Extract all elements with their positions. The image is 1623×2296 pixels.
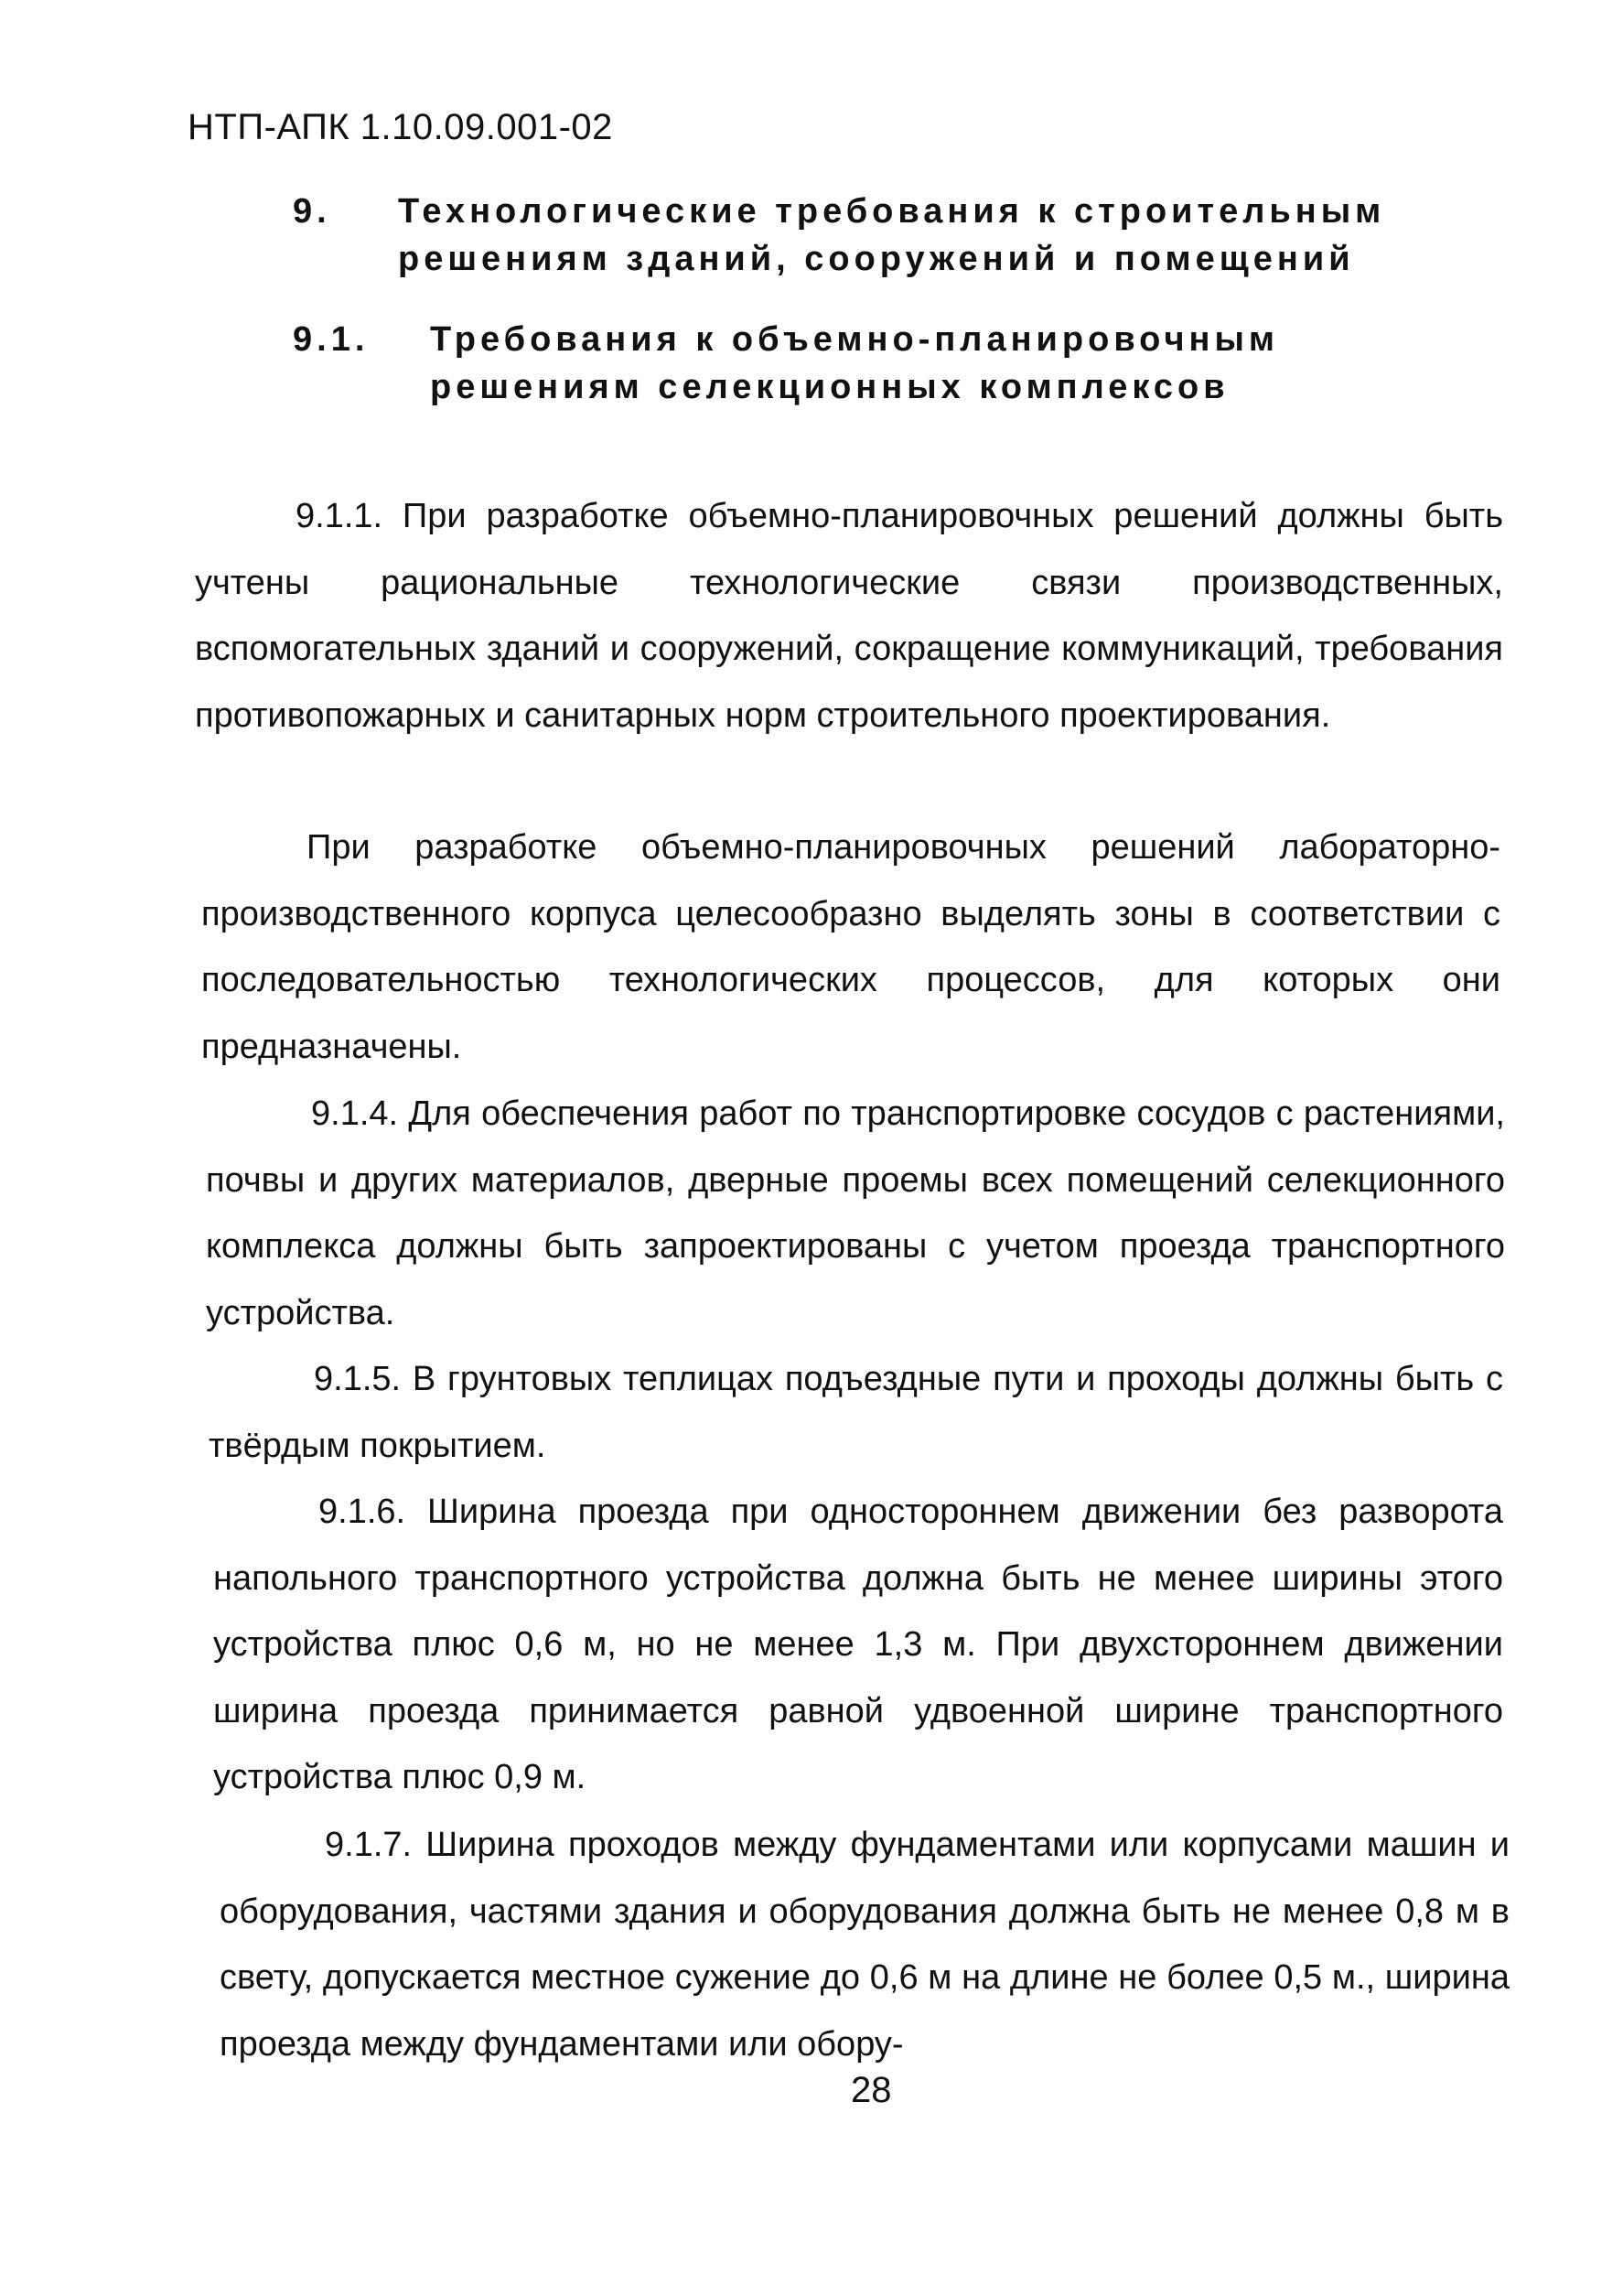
section-title-line-2: решениям зданий, сооружений и помещений [398, 240, 1355, 278]
section-title-line-1: Технологические требования к строительным [398, 192, 1386, 231]
section-title-line-1: Требования к объемно-планировочным [430, 320, 1280, 359]
page-number: 28 [851, 2070, 892, 2110]
paragraph-9-1-1: 9.1.1. При разработке объемно-планировочных решений должны быть учтены рациональные технологические связи производственных, вспомогательных зданий и сооружений, сокращение коммуникаций, требования противопожарных и санитарных норм строительного проектирования. [195, 497, 1503, 735]
paragraph-9-1-6: 9.1.6. Ширина проезда при одностороннем движении без разворота напольного транспортного устройства должна быть не менее ширины этого устройства плюс 0,6 м, но не менее 1,3 м. При двухстороннем движении ширина проезда принимается равной удвоенной ширине транспортного устройства плюс 0,9 м. [213, 1493, 1503, 1796]
section-number: 9. [293, 192, 331, 231]
section-title-line-2: решениям селекционных комплексов [430, 368, 1230, 406]
section-heading-9-1 [293, 316, 1482, 416]
paragraph-9-1-4: 9.1.4. Для обеспечения работ по транспортировке сосудов с растениями, почвы и других материалов, дверные проемы всех помещений селекционного комплекса должны быть запроектированы с учетом проезда транспортного устройства. [206, 1094, 1505, 1332]
document-code: НТП-АПК 1.10.09.001-02 [188, 107, 613, 147]
paragraph-9-1-7: 9.1.7. Ширина проходов между фундаментами или корпусами машин и оборудования, частями здания и оборудования должна быть не менее 0,8 м в свету, допускается местное сужение до 0,6 м на длине не более 0,5 м., ширина проезда между фундаментами или обору- [220, 1826, 1510, 2064]
paragraph-zoning: При разработке объемно-планировочных решений лабораторно-производственного корпуса целесообразно выделять зоны в соответствии с последовательностью технологических процессов, для которых они предназначены. [201, 828, 1500, 1066]
section-heading-9 [293, 188, 1482, 288]
paragraph-9-1-5: 9.1.5. В грунтовых теплицах подъездные пути и проходы должны быть с твёрдым покрытием. [209, 1360, 1503, 1465]
section-number: 9.1. [293, 320, 370, 359]
